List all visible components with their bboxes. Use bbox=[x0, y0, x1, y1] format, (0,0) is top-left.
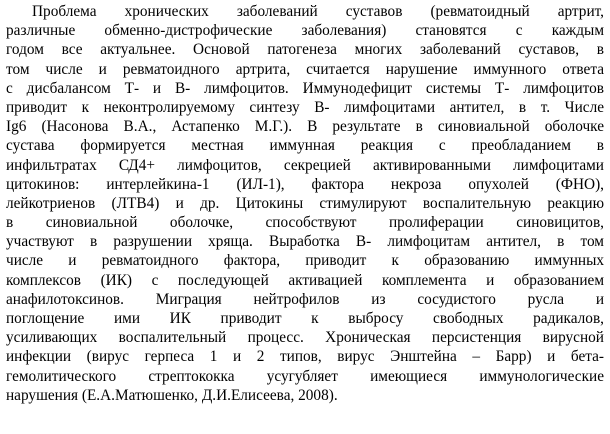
paragraph-line: комплексов (ИК) с последующей активацией комплемента и образованием bbox=[6, 271, 604, 289]
paragraph-line: годом все актуальнее. Основой патогенеза многих заболеваний суставов, в bbox=[6, 41, 604, 59]
paragraph-line: усиливающих воспалительный процесс. Хроническая персистенция вирусной bbox=[6, 329, 604, 347]
paragraph-line: различные обменно-дистрофические заболевания) становятся с каждым bbox=[6, 22, 604, 40]
paragraph-line: инфекции (вирус герпеса 1 и 2 типов, вирус Энштейна – Барр) и бета- bbox=[6, 348, 604, 366]
paragraph-line: поглощение ими ИК приводит к выбросу свободных радикалов, bbox=[6, 310, 604, 327]
paragraph-line: с дисбалансом Т- и В- лимфоцитов. Иммунодефицит системы Т- лимфоцитов bbox=[6, 79, 604, 97]
paragraph-line: цитокинов: интерлейкина-1 (ИЛ-1), фактора некроза опухолей (ФНО), bbox=[6, 175, 604, 193]
paragraph-line: сустава формируется местная иммунная реакция с преобладанием в bbox=[6, 137, 604, 155]
paragraph-line: анафилотоксинов. Миграция нейтрофилов из сосудистого русла и bbox=[6, 290, 604, 308]
paragraph-line: гемолитического стрептококка усугубляет имеющиеся иммунологические bbox=[6, 367, 604, 385]
paragraph-line: числе и ревматоидного фактора, приводит к образованию иммунных bbox=[6, 252, 604, 270]
paragraph-line: приводит к неконтролируемому синтезу В- лимфоцитами антител, в т. Числе bbox=[6, 98, 604, 116]
paragraph-line: Проблема хронических заболеваний суставов (ревматоидный артрит, bbox=[32, 3, 604, 20]
paragraph-line: инфильтратах СД4+ лимфоцитов, секрецией активированными лимфоцитами bbox=[6, 156, 604, 174]
paragraph-line: лейкотриенов (ЛТВ4) и др. Цитокины стимулируют воспалительную реакцию bbox=[6, 194, 604, 212]
paragraph-line: Ig6 (Насонова В.А., Астапенко М.Г.). В результате в синовиальной оболочке bbox=[6, 118, 604, 136]
paragraph-line: в синовиальной оболочке, способствуют пролиферации синовицитов, bbox=[6, 214, 604, 232]
paragraph-line: том числе и ревматоидного артрита, считается нарушение иммунного ответа bbox=[6, 60, 604, 78]
paragraph-line: участвуют в разрушении хряща. Выработка В- лимфоцитам антител, в том bbox=[6, 233, 604, 251]
paragraph-line: нарушения (Е.А.Матюшенко, Д.И.Елисеева, 2008). bbox=[6, 386, 338, 404]
paragraph bbox=[6, 2, 604, 405]
